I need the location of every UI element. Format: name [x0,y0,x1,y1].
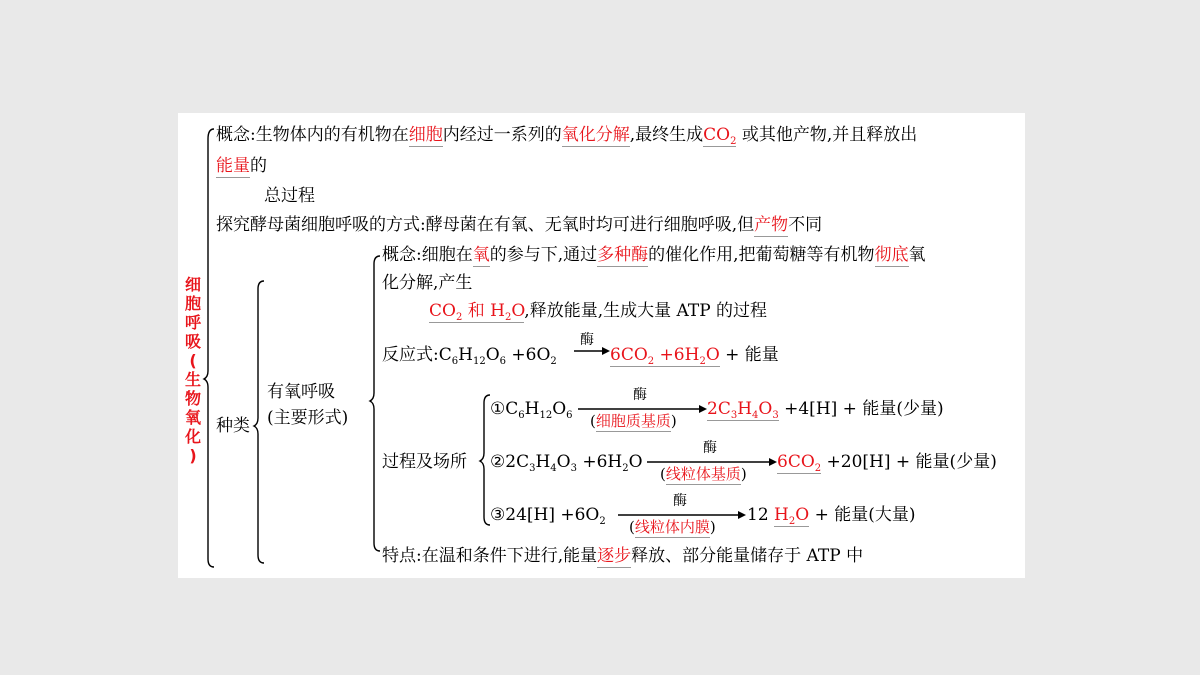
equation-products-red [610,345,720,367]
formula-part: 6CO [777,452,815,472]
co2-sub: 2 [730,136,737,147]
aerobic-concept-text: 氧 [908,245,926,265]
formula-sub: 3 [772,410,779,421]
formula-part: O [758,399,773,419]
equation-products [610,344,779,366]
aerobic-concept-text: ,释放能量,生成大量 ATP 的过程 [524,301,768,321]
explore-text: 探究酵母菌细胞呼吸的方式:酵母菌在有氧、无氧时均可进行细胞呼吸,但 [216,215,755,235]
formula-part: 24[H] +6O [505,505,600,525]
feature-line [382,545,863,567]
concept-text: 或其他产物,并且释放出 [736,125,918,145]
location-term: 线粒体基质 [665,465,741,483]
formula-sub: 6 [518,410,525,421]
formula-sub: 12 [472,356,486,367]
formula-part: +6H [654,345,700,365]
stage-3-product-red [774,505,809,527]
title-char: 氧 [184,408,201,427]
stage-3-enzyme: 酶 [673,493,687,509]
location-term: 线粒体内膜 [634,518,710,536]
title-char: 吸 [184,332,201,351]
concept-term-cell: 细胞 [408,125,443,145]
formula-part: O [795,505,810,525]
stage-2-product-red [777,452,821,474]
formula-sub: 3 [730,410,738,421]
formula-sub: 2 [622,463,629,474]
formula-part: O [628,452,643,472]
formula-part: 2C [505,452,530,472]
formula-part: O [552,399,567,419]
aerobic-concept-line-3 [429,300,767,322]
stage-3-location: (线粒体内膜) [629,518,716,536]
stage-number: ① [490,399,506,419]
aerobic-products [429,301,524,323]
concept-text: 内经过一系列的 [442,125,562,145]
vertical-title [182,275,204,465]
concept-term-energy: 能量 [216,156,250,176]
formula-sub: 12 [539,410,553,421]
formula-part: O [556,452,571,472]
formula-part: +6O [506,345,551,365]
formula-part: C [505,399,519,419]
stage-number: ② [490,452,506,472]
aerobic-term-enzymes: 多种酶 [597,245,649,265]
prod-text: H [490,301,505,321]
explore-term: 产物 [754,215,789,235]
concept-text: 概念:生物体内的有机物在 [216,125,409,145]
equation-enzyme: 酶 [580,332,594,348]
feature-text: 特点:在温和条件下进行,能量 [382,546,598,566]
prod-sub: 2 [455,312,463,323]
stage-2-location: (线粒体基质) [660,465,747,483]
aerobic-term-complete: 彻底 [874,245,909,265]
prod-text: 和 [462,301,491,321]
prod-text: O [511,301,525,321]
formula-sub: 6 [499,356,506,367]
concept-text: ,最终生成 [629,125,704,145]
formula-part: 12 [747,505,775,525]
feature-text: 释放、部分能量储存于 ATP 中 [631,546,864,566]
formula-sub: 2 [550,356,557,367]
prod-sub: 2 [504,312,512,323]
formula-sub: 4 [550,463,557,474]
formula-sub: 3 [529,463,536,474]
formula-sub: 6 [451,356,459,367]
formula-part: H [524,399,540,419]
equation-line [382,344,557,366]
prod-text: CO [429,301,456,321]
aerobic-term-oxygen: 氧 [472,245,490,265]
stage-1-product-red [707,399,779,421]
equation-tail: + 能量 [719,345,779,365]
aerobic-subname: (主要形式) [267,408,349,428]
equation-reactants [439,345,557,365]
title-char: 细 [184,275,201,294]
aerobic-concept-text: 的催化作用,把葡萄糖等有机物 [648,245,875,265]
formula-part: H [458,345,473,365]
title-char: 生 [184,370,201,389]
concept-line [216,124,917,146]
formula-part: 2C [707,399,731,419]
stage-number: ③ [490,505,506,525]
formula-sub: 4 [752,410,759,421]
stage-1-enzyme: 酶 [633,387,647,403]
title-char: 化 [184,427,201,446]
stage-tail: +4[H] + 能量(少量) [778,399,944,419]
formula-sub: 2 [814,463,822,474]
formula-sub: 2 [647,356,655,367]
process-label: 过程及场所 [382,452,467,472]
concept-term-co2 [703,125,736,147]
formula-part: O [485,345,500,365]
content-card [178,113,1025,578]
title-char: 呼 [184,313,201,332]
formula-sub: 6 [566,410,573,421]
formula-part: O [705,345,720,365]
stage-2-enzyme: 酶 [703,440,717,456]
stage-tail: + 能量(大量) [809,505,916,525]
stage-3-reactant [490,504,606,526]
aerobic-concept-text: 的参与下,通过 [489,245,598,265]
feature-term: 逐步 [597,546,632,566]
aerobic-name: 有氧呼吸 [267,382,335,402]
concept-term-oxidation: 氧化分解 [561,125,630,145]
stage-1-product [707,398,944,420]
formula-part: C [438,345,452,365]
stage-1-reactant [490,398,573,420]
aerobic-concept-line [382,244,926,266]
aerobic-concept-line-2: 化分解,产生 [382,273,473,293]
formula-part: H [774,505,789,525]
formula-sub: 2 [599,516,606,527]
location-term: 细胞质基质 [595,412,671,430]
equation-label: 反应式: [382,345,439,365]
stage-tail: +20[H] + 能量(少量) [821,452,997,472]
title-char: ) [189,446,197,465]
concept-line-3: 总过程 [264,186,315,206]
types-label: 种类 [216,416,250,436]
formula-sub: 2 [788,516,796,527]
explore-text: 不同 [788,215,823,235]
formula-part: 6CO [610,345,648,365]
stage-1-location: (细胞质基质) [590,412,677,430]
formula-part: +6H [576,452,623,472]
title-char: 物 [184,389,201,408]
formula-part: H [535,452,551,472]
co2-text: CO [703,125,731,145]
formula-part: H [737,399,753,419]
concept-line-2 [216,155,267,177]
concept-text: 的 [250,156,267,176]
formula-sub: 2 [699,356,706,367]
stage-2-reactant [490,451,643,473]
stage-2-product [777,451,997,473]
title-char: ( [189,351,197,370]
aerobic-concept-text: 概念:细胞在 [382,245,473,265]
explore-line [216,214,822,236]
formula-sub: 3 [570,463,577,474]
title-char: 胞 [184,294,201,313]
stage-3-product [747,504,916,526]
